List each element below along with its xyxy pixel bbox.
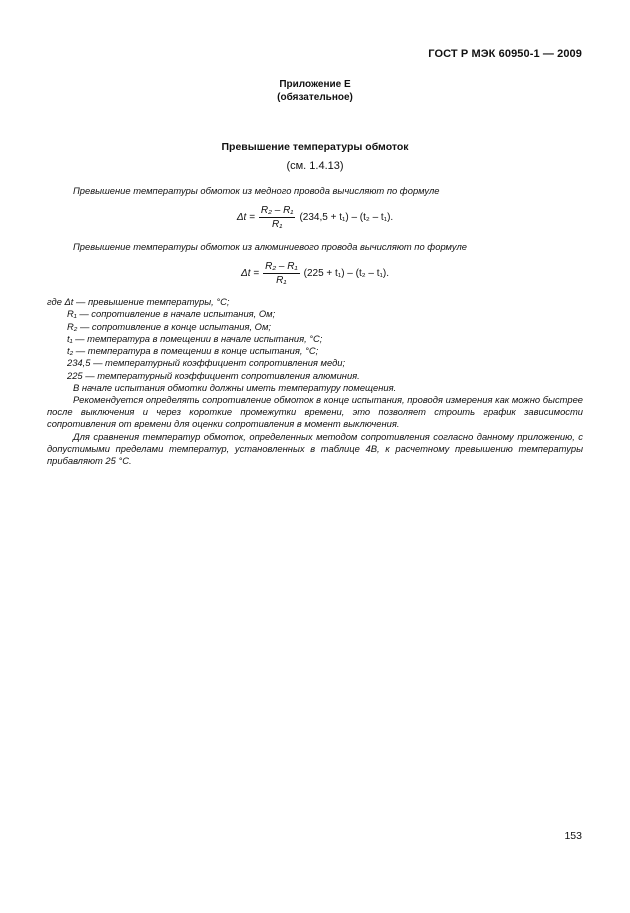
legend-item: t₂ — температура в помещении в конце испытания, °С; xyxy=(67,345,319,357)
appendix-status: (обязательное) xyxy=(277,92,353,103)
intro-copper: Превышение температуры обмоток из медного провода вычисляют по формуле xyxy=(73,185,440,196)
legend-item: R₁ — сопротивление в начале испытания, Ом; xyxy=(67,308,276,320)
symbol-legend xyxy=(47,296,583,382)
para-start-temperature: В начале испытания обмотки должны иметь температуру помещения. xyxy=(73,382,397,393)
formula-copper-rhs: (234,5 + t₁) – (t₂ – t₁). xyxy=(299,212,394,223)
formula-aluminium-denominator: R₁ xyxy=(276,275,287,286)
formula-aluminium xyxy=(0,261,630,286)
formula-aluminium-lhs: Δt = xyxy=(240,268,260,279)
para-comparison: Для сравнения температур обмоток, определенных методом сопротивления согласно данному приложению, с допустимыми пределами температур, установленных в таблице 4В, к расчетному превышению температуры прибавляют 25 °С. xyxy=(47,431,583,466)
formula-aluminium-fraction xyxy=(263,261,300,286)
section-title: Превышение температуры обмоток xyxy=(221,141,409,153)
legend-item: 234,5 — температурный коэффициент сопротивления меди; xyxy=(67,357,346,369)
formula-copper-fraction xyxy=(259,205,296,230)
formula-copper-lhs: Δt = xyxy=(236,212,255,223)
page-number: 153 xyxy=(564,830,582,842)
formula-copper xyxy=(0,205,630,230)
standard-header: ГОСТ Р МЭК 60950-1 — 2009 xyxy=(428,48,582,60)
formula-copper-numerator: R₂ – R₁ xyxy=(260,205,294,216)
appendix-label: Приложение Е xyxy=(279,79,351,90)
formula-aluminium-rhs: (225 + t₁) – (t₂ – t₁). xyxy=(303,268,390,279)
intro-aluminium: Превышение температуры обмоток из алюминиевого провода вычисляют по формуле xyxy=(73,241,467,252)
legend-item: R₂ — сопротивление в конце испытания, Ом; xyxy=(67,320,271,332)
section-reference: (см. 1.4.13) xyxy=(286,160,344,172)
legend-item: 225 — температурный коэффициент сопротивления алюминия. xyxy=(67,369,360,381)
formula-copper-denominator: R₁ xyxy=(271,219,283,230)
formula-aluminium-numerator: R₂ – R₁ xyxy=(265,261,298,272)
legend-item: t₁ — температура в помещении в начале испытания, °С; xyxy=(67,332,323,344)
legend-item: где Δt — превышение температуры, °С; xyxy=(47,296,230,307)
para-recommendation: Рекомендуется определять сопротивление обмоток в конце испытания, проводя измерения как можно быстрее после выключения и через короткие промежутки времени, это позволяет строить график зависимости сопротивления от времени для оценки сопротивления в момент выключения. xyxy=(47,394,583,429)
